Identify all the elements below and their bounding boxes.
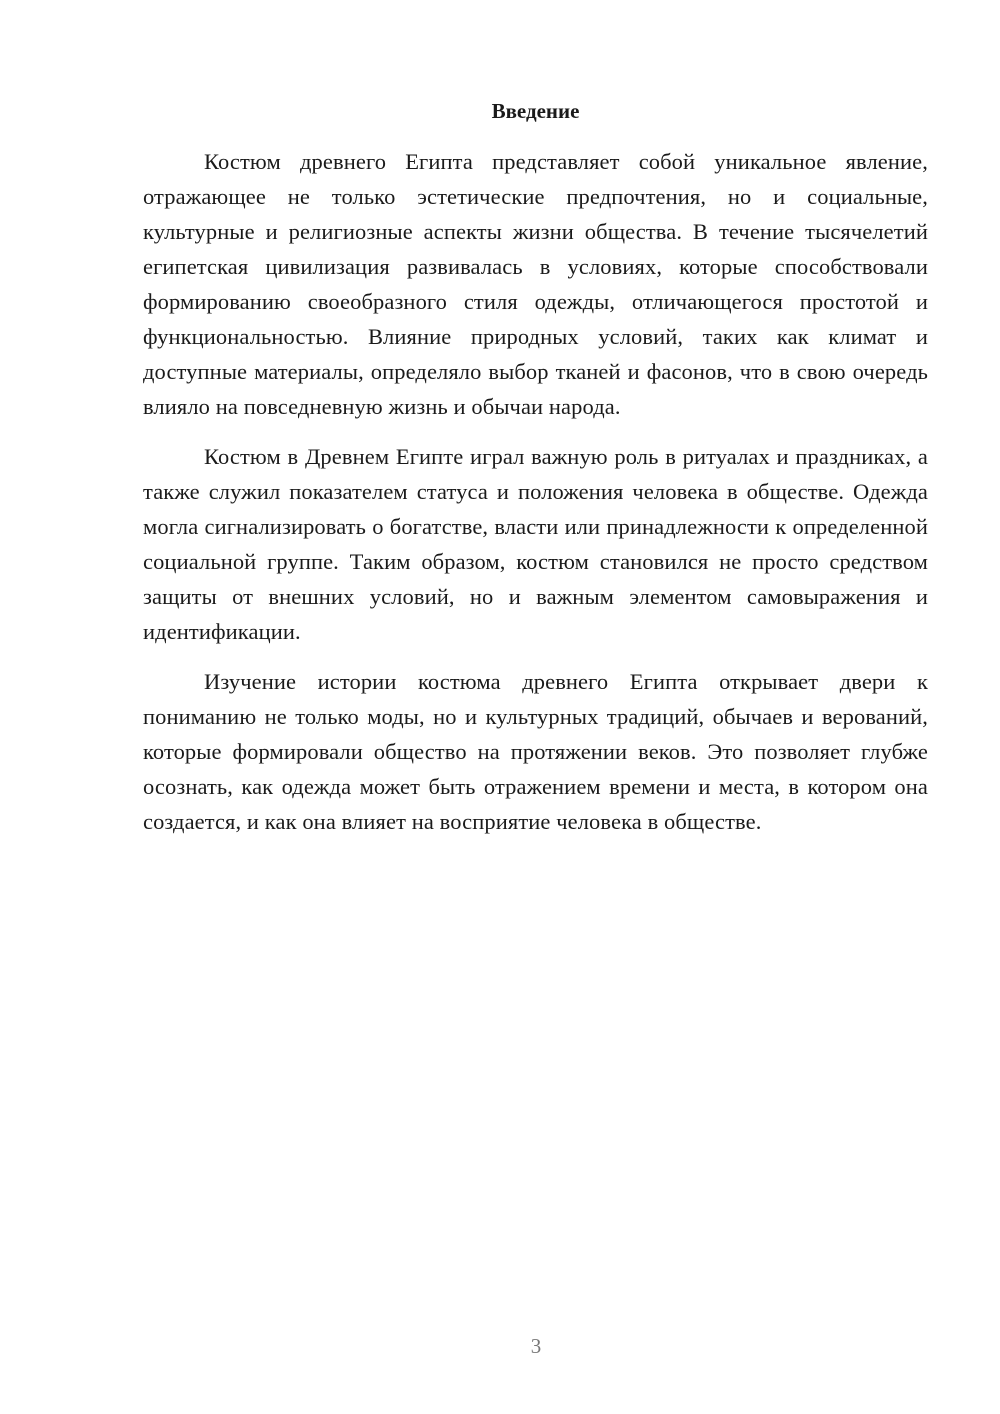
section-heading: Введение	[491, 99, 580, 123]
paragraph-2: Костюм в Древнем Египте играл важную роль в ритуалах и праздниках, а также служил показателем статуса и положения человека в обществе. Одежда могла сигнализировать о богатстве, власти или принадлежности к определенной социальной группе. Таким образом, костюм становился не просто средством защиты от внешних условий, но и важным элементом самовыражения и идентификации.	[143, 444, 928, 644]
paragraph-1: Костюм древнего Египта представляет собой уникальное явление, отражающее не только эстетические предпочтения, но и социальные, культурные и религиозные аспекты жизни общества. В течение тысячелетий египетская цивилизация развивалась в условиях, которые способствовали формированию своеобразного стиля одежды, отличающегося простотой и функциональностью. Влияние природных условий, таких как климат и доступные материалы, определяло выбор тканей и фасонов, что в свою очередь влияло на повседневную жизнь и обычаи народа.	[143, 149, 928, 419]
paragraph-3: Изучение истории костюма древнего Египта открывает двери к пониманию не только моды, но и культурных традиций, обычаев и верований, которые формировали общество на протяжении веков. Это позволяет глубже осознать, как одежда может быть отражением времени и места, в котором она создается, и как она влияет на восприятие человека в обществе.	[143, 669, 928, 834]
page-number: 3	[530, 1334, 542, 1358]
body-text	[143, 144, 928, 854]
